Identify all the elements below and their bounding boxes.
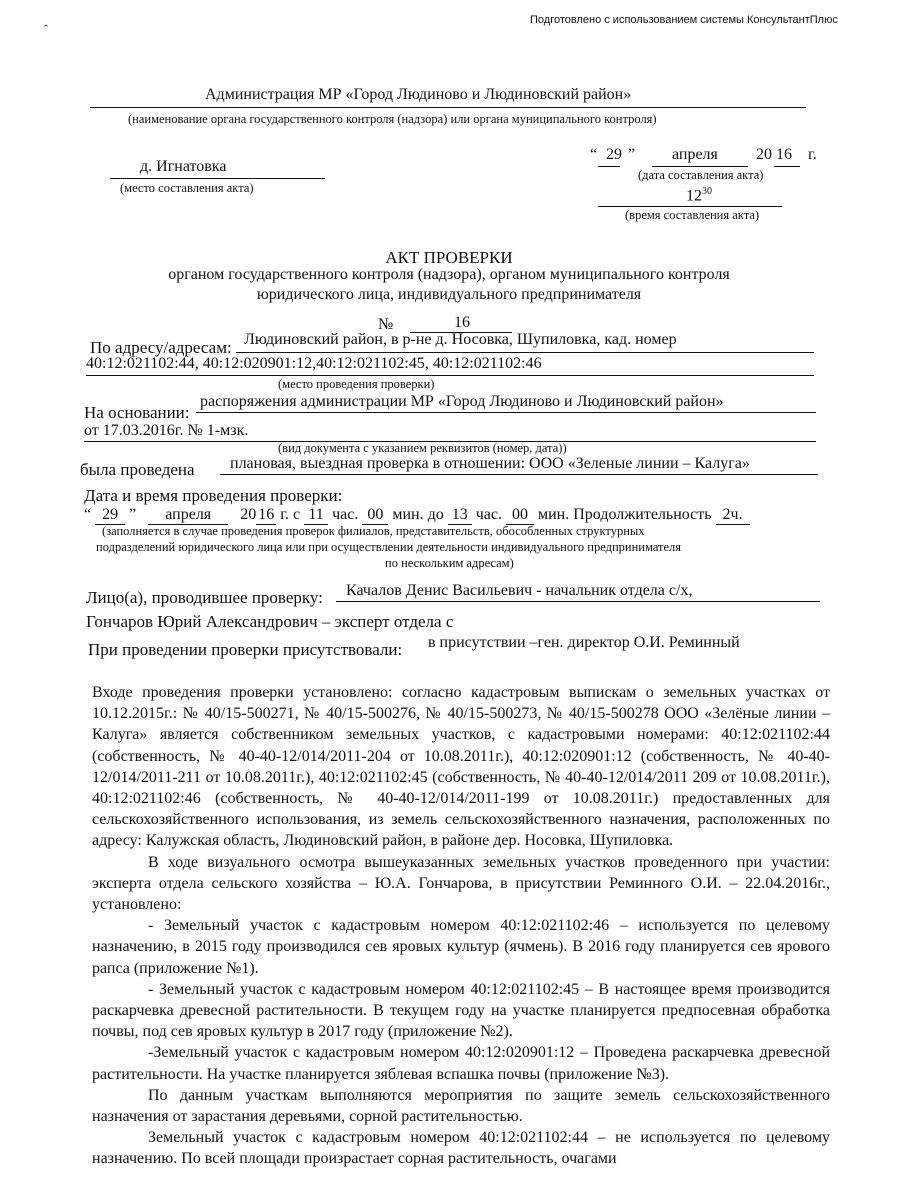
date-close-quote: ” xyxy=(628,146,636,163)
date-month: апреля xyxy=(672,146,718,163)
organ-name: Администрация МР «Город Людиново и Людиновский район» xyxy=(205,86,632,103)
date-year-underline xyxy=(774,166,800,167)
basis-caption: (вид документа с указанием реквизитов (номер, дата)) xyxy=(278,441,567,455)
datetime-label: Дата и время проведения проверки: xyxy=(84,486,343,505)
basis-label: На основании: xyxy=(84,403,190,422)
dt-hour-label-1: час. xyxy=(332,506,359,523)
dt-note-2: подразделений юридического лица или при осуществлении деятельности индивидуального предпринимателя xyxy=(96,540,682,554)
date-month-underline xyxy=(652,166,748,167)
body-paragraph-7: Земельный участок с кадастровым номером 40:12:021102:44 – не используется по целевому назначению. По всей площади произрастает сорная растительность, очагами xyxy=(92,1129,830,1168)
time-minutes: 30 xyxy=(702,186,712,197)
address-label: По адресу/адресам: xyxy=(90,338,232,357)
body-paragraph-5: -Земельный участок с кадастровым номером 40:12:020901:12 – Проведена раскарчевка древесной растительности. На участке планируется зяблевая вспашка почвы (приложение №3). xyxy=(92,1044,830,1083)
place-value: д. Игнатовка xyxy=(140,158,227,175)
basis-underline-1 xyxy=(196,412,816,413)
address-line-2: 40:12:021102:44, 40:12:020901:12,40:12:021102:45, 40:12:021102:46 xyxy=(86,355,542,372)
present-text: в присутствии –ген. директор О.И. Реминный xyxy=(428,634,740,651)
dt-year-prefix: 20 xyxy=(240,506,257,523)
inspectors-line-1: Качалов Денис Васильевич - начальник отдела с/х, xyxy=(346,582,693,599)
dt-to-hour: 13 xyxy=(448,506,472,525)
dt-note-1: (заполняется в случае проведения проверок филиалов, представительств, обособленных структурных xyxy=(102,524,645,538)
place-caption: (место составления акта) xyxy=(120,181,254,195)
dt-month: апреля xyxy=(148,506,228,525)
date-day: 29 xyxy=(606,146,622,163)
act-number: 16 xyxy=(454,314,470,331)
dt-from-hour: 11 xyxy=(304,506,328,525)
body-paragraph-3: - Земельный участок с кадастровым номером 40:12:021102:46 – используется по целевому назначению, в 2015 году производился сев яровых культур (ячмень). В 2016 году планируется сев ярового рапса (приложение №1). xyxy=(92,917,830,977)
dt-from-min: 00 xyxy=(362,506,388,525)
dt-to-min: 00 xyxy=(506,506,534,525)
organ-underline xyxy=(90,107,806,108)
place-underline xyxy=(110,178,325,179)
body-paragraph-1: Входе проведения проверки установлено: согласно кадастровым выпискам о земельных участках от 10.12.2015г.: № 40/15-500271, № 40/15-500276, № 40/15-500273, № 40/15-500278 ООО «Зелёные линии – Калуга» является собственником земельных участков, с кадастровыми номерами: 40:12:021102:44 (собственность, № 40-40-12/014/2011-204 от 10.08.2011г.), 40:12:020901:12 (собственность, № 40-40-12/014/2011-211 от 10.08.2011г.), 40:12:021102:45 (собственность, № 40-40-12/014/2011 209 от 10.08.2011г.), 40:12:021102:46 (собственность, № 40-40-12/014/2011-199 от 10.08.2011г.) предоставленных для сельскохозяйственного использования, из земель сельскохозяйственного назначения, расположенных по адресу: Калужская область, Людиновский район, в районе дер. Носовка, Шупиловка. xyxy=(92,684,830,850)
act-title: АКТ ПРОВЕРКИ xyxy=(385,248,513,267)
address-line-1: Людиновский район, в р-не д. Носовка, Шупиловка, кад. номер xyxy=(244,331,677,348)
inspection-label: была проведена xyxy=(80,460,195,479)
dt-year-suffix: 16 xyxy=(258,506,275,523)
date-open-quote: “ xyxy=(590,146,598,163)
present-label: При проведении проверки присутствовали: xyxy=(88,640,403,659)
body-paragraph-6: По данным участкам выполняются мероприятия по защите земель сельскохозяйственного назначения от зарастания деревьями, сорной растительностью. xyxy=(92,1086,830,1126)
act-subtitle-2: юридического лица, индивидуального предпринимателя xyxy=(256,286,642,303)
body-paragraph-2: В ходе визуального осмотра вышеуказанных земельных участков проведенного при участии: эксперта отдела сельского хозяйства – Ю.А. Гончарова, в присутствии Реминного О.И. – 22.04.2016г., установлено: xyxy=(92,853,830,914)
address-caption: (место проведения проверки) xyxy=(278,377,435,391)
datetime-row xyxy=(84,506,750,525)
dt-duration: 2ч. xyxy=(716,506,750,525)
date-g: г. xyxy=(808,146,817,163)
date-caption: (дата составления акта) xyxy=(638,168,764,182)
time-caption: (время составления акта) xyxy=(625,208,760,222)
dt-note-3: по нескольким адресам) xyxy=(385,556,514,570)
basis-line-2: от 17.03.2016г. № 1-мзк. xyxy=(84,422,249,439)
inspectors-line-2: Гончаров Юрий Александрович – эксперт отдела с xyxy=(86,612,454,631)
dt-close-quote: ” xyxy=(129,506,137,523)
time-hours: 12 xyxy=(686,187,702,205)
scan-mark: ˆ xyxy=(44,22,48,36)
inspectors-label: Лицо(а), проводившее проверку: xyxy=(86,588,323,607)
organ-caption: (наименование органа государственного контроля (надзора) или органа муниципального контроля) xyxy=(128,112,657,126)
dt-g-s: г. с xyxy=(280,506,301,523)
dt-min-to-label: мин. до xyxy=(392,506,444,523)
basis-line-1: распоряжения администрации МР «Город Людиново и Людиновский район» xyxy=(200,393,724,410)
body-paragraph-4: - Земельный участок с кадастровым номером 40:12:021102:45 – В настоящее время производится раскарчевка древесной растительности. В текущем году на участке планируется предпосевная обработка почвы, под сев яровых культур в 2017 году (приложение №2). xyxy=(92,980,830,1041)
dt-open-quote: “ xyxy=(84,506,92,523)
address-underline-1 xyxy=(236,352,814,353)
inspection-text: плановая, выездная проверка в отношении: ООО «Зеленые линии – Калуга» xyxy=(230,455,750,472)
inspection-underline xyxy=(220,474,818,475)
dt-duration-label: мин. Продолжительность xyxy=(537,506,712,523)
inspectors-underline xyxy=(336,601,820,602)
date-year-prefix: 20 xyxy=(756,146,772,163)
dt-hour-label-2: час. xyxy=(475,506,502,523)
address-underline-2 xyxy=(86,375,814,376)
time-value xyxy=(686,186,712,205)
dt-day: 29 xyxy=(95,506,125,525)
prepared-note: Подготовлено с использованием системы КонсультантПлюс xyxy=(530,14,838,26)
time-underline xyxy=(598,206,782,207)
act-subtitle-1: органом государственного контроля (надзора), органом муниципального контроля xyxy=(168,266,730,283)
date-day-underline xyxy=(598,166,620,167)
body-text xyxy=(92,682,830,1170)
date-year-suffix: 16 xyxy=(776,146,792,163)
act-number-label: № xyxy=(378,316,394,333)
